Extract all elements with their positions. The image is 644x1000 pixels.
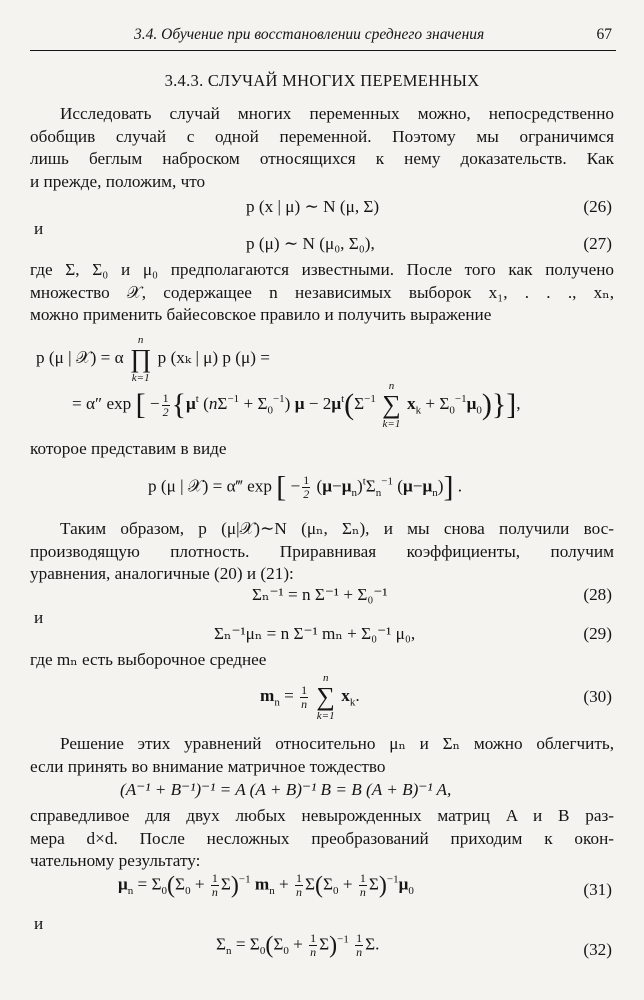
running-head: 3.4. Обучение при восстановлении среднего значения	[134, 26, 485, 43]
text-line: и прежде, положим, что	[30, 171, 206, 191]
posterior-lhs: p (μ | 𝒳) = α‴ exp	[148, 476, 272, 496]
equation-number-29: (29)	[583, 624, 612, 643]
paragraph-known	[30, 259, 614, 327]
equation-28: Σₙ⁻¹ = n Σ⁻¹ + Σ₀⁻¹	[252, 585, 388, 604]
equation-number-26: (26)	[583, 197, 612, 216]
fraction-half: $\frac{1}{2}$	[303, 473, 310, 501]
paragraph-thus	[30, 518, 614, 586]
text-line: Решение этих уравнений относительно μₙ и Σₙ можно облегчить,	[60, 734, 614, 753]
bayes-exp-prefix: = α″ exp	[72, 393, 132, 413]
bayes-equation-line-1	[36, 334, 270, 384]
bayes-rhs: p (xₖ | μ) p (μ) =	[157, 347, 270, 367]
equation-number-31: (31)	[583, 880, 612, 899]
text-line: можно применить байесовское правило и получить выражение	[30, 305, 492, 324]
conjunction: и	[34, 914, 44, 933]
text-line: если принять во внимание матричное тождество	[30, 756, 386, 776]
section-title: 3.4.3. СЛУЧАЙ МНОГИХ ПЕРЕМЕННЫХ	[164, 71, 480, 90]
conjunction: и	[34, 608, 44, 627]
product-operator: n ∏ k=1	[129, 334, 152, 384]
bayes-equation-line-2: = α″ exp [ − $\frac{1}{2}$ {$\mu^t$ $(n\Sigma^{-1} + \Sigma_0^{-1}) \mu - 2\mu^t(\Sigma^{-1}$ n ∑ k=1 $x_k + \Sigma_0^{-1}\mu_0$)}],	[72, 380, 521, 430]
equation-number-27: (27)	[583, 234, 612, 253]
bayes-lhs: p (μ | 𝒳) = α	[36, 347, 124, 367]
equation-32: $\Sigma_n = \Sigma_0(\Sigma_0$ + $\frac{1}{n}$ Σ)$^{-1}$ $\frac{1}{n}$ Σ.	[216, 931, 380, 959]
text-line: производящую плотность. Приравнивая коэффициенты, получим	[30, 541, 614, 561]
text-line: где mₙ есть выборочное среднее	[30, 650, 267, 669]
paragraph-solve	[30, 733, 614, 778]
text-line: справедливое для двух любых невырожденных матриц A и B раз-	[30, 806, 614, 825]
paragraph-intro	[30, 103, 614, 193]
page-number: 67	[596, 26, 612, 43]
fraction-half: $\frac{1}{2}$	[162, 390, 169, 419]
sum-operator: n ∑ k=1	[316, 672, 335, 722]
posterior-equation: p (μ | 𝒳) = α‴ exp [ − $\frac{1}{2}$ $(\mu-\mu_n)^t\Sigma_n^{-1}$ $(\mu-\mu_n)$] .	[148, 470, 463, 504]
text-line: которое представим в виде	[30, 439, 227, 458]
text-line: чательному результату:	[30, 851, 201, 870]
equation-number-30: (30)	[583, 687, 612, 706]
text-line: где Σ, Σ₀ и μ₀ предполагаются известными. После того как получено	[30, 260, 614, 279]
equation-26: p (x | μ) ∼ N (μ, Σ)	[246, 197, 380, 216]
equation-number-28: (28)	[583, 585, 612, 604]
matrix-identity: (A⁻¹ + B⁻¹)⁻¹ = A (A + B)⁻¹ B = B (A + B)⁻¹ A,	[120, 780, 452, 799]
text-line: обобщив случай с одной переменной. Поэтому мы ограничимся	[30, 126, 614, 146]
conjunction: и	[34, 219, 44, 238]
equation-31: $\mu_n = \Sigma_0(\Sigma_0$ + $\frac{1}{n}$ Σ)$^{-1}$ $m_n$ + $\frac{1}{n}$ $\Sigma(\Sigma_0$ + $\frac{1}{n}$ $\Sigma)^{-1}\mu_0$	[118, 871, 414, 899]
equation-number-32: (32)	[583, 940, 612, 959]
equation-27: p (μ) ∼ N (μ₀, Σ₀),	[246, 234, 375, 253]
text-line: уравнения, аналогичные (20) и (21):	[30, 564, 294, 583]
sum-operator: n ∑ k=1	[382, 380, 401, 430]
text-line: Исследовать случай многих переменных можно, непосредственно	[60, 104, 614, 123]
text-line: множество 𝒳, содержащее n независимых выборок x₁, . . ., xₙ,	[30, 282, 614, 302]
equation-30: $m_n$ = $\frac{1}{n}$ n ∑ k=1 $x_k$.	[260, 672, 360, 722]
equation-29: Σₙ⁻¹μₙ = n Σ⁻¹ mₙ + Σ₀⁻¹ μ₀,	[214, 624, 416, 643]
text-line: Таким образом, p (μ|𝒳)∼N (μₙ, Σₙ), и мы снова получили вос-	[60, 519, 614, 538]
text-line: мера d×d. После несложных преобразований приходим к окон-	[30, 828, 614, 848]
page-header	[30, 24, 616, 51]
text-line: лишь беглым наброском относящихся к нему доказательств. Как	[30, 149, 614, 168]
paragraph-valid	[30, 805, 614, 873]
